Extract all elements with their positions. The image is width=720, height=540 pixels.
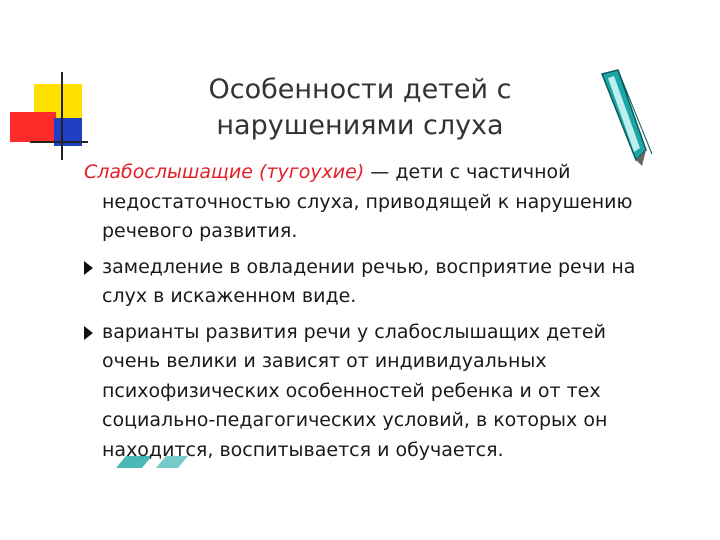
slide-body [84, 158, 644, 471]
colored-squares-icon [0, 0, 100, 170]
list-item [84, 318, 644, 466]
list-item-text: варианты развития речи у слабослышащих детей очень велики и зависят от индивидуальных психофизических особенностей ребенка и от тех социально-педагогических условий, в которых он находится, воспитывается и обучается. [102, 320, 608, 461]
title-line-2: нарушениями слуха [216, 110, 504, 141]
pen-icon [596, 68, 660, 168]
arrow-bullet-icon [84, 326, 93, 340]
list-item-text: замедление в овладении речью, восприятие речи на слух в искаженном виде. [102, 255, 636, 307]
title-line-1: Особенности детей с [208, 74, 512, 105]
intro-definition-line1: — дети с частичной [364, 161, 571, 183]
arrow-bullet-icon [84, 261, 93, 275]
intro-definition-rest: недостаточностью слуха, приводящей к нарушению речевого развития. [102, 190, 633, 242]
intro-paragraph [84, 158, 644, 247]
page-title [150, 72, 570, 144]
intro-term: Слабослышащие (тугоухие) [84, 161, 365, 183]
list-item [84, 253, 644, 312]
